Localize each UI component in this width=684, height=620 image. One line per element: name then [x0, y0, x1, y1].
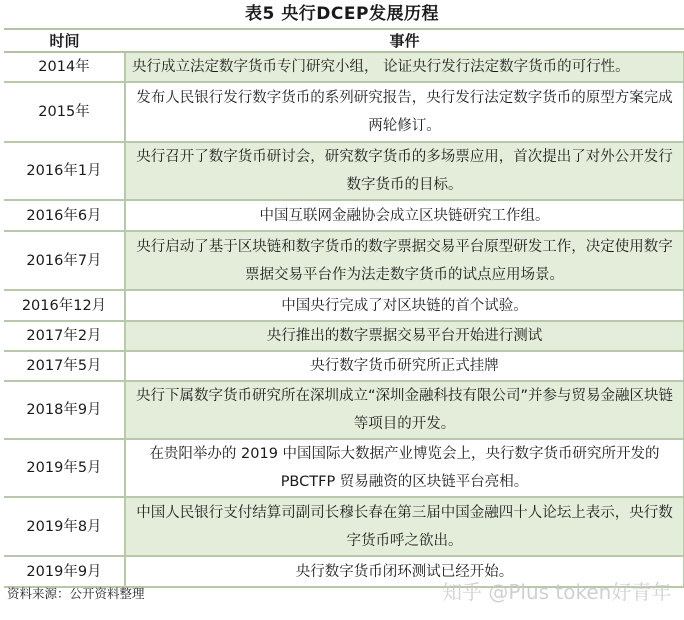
time-cell: 2016年1月	[4, 142, 125, 200]
time-cell: 2019年9月	[4, 556, 125, 587]
table-row	[4, 321, 684, 351]
time-cell: 2014年	[4, 52, 125, 82]
time-cell: 2019年8月	[4, 497, 125, 556]
event-cell: 央行启动了基于区块链和数字货币的数字票据交易平台原型研发工作，决定使用数字票据交易平台作为法走数字货币的试点应用场景。	[125, 231, 684, 290]
time-cell: 2017年2月	[4, 321, 125, 351]
header-row	[4, 29, 684, 52]
table-row	[4, 439, 684, 497]
table-row	[4, 497, 684, 556]
event-cell: 中国人民银行支付结算司副司长穆长春在第三届中国金融四十人论坛上表示，央行数字货币呼之欲出。	[125, 497, 684, 556]
event-cell: 央行召开了数字货币研讨会，研究数字货币的多场票应用，首次提出了对外公开发行数字货币的目标。	[125, 142, 684, 200]
table-row	[4, 290, 684, 321]
event-cell: 央行推出的数字票据交易平台开始进行测试	[125, 321, 684, 351]
header-time: 时间	[4, 29, 125, 52]
time-cell: 2018年9月	[4, 381, 125, 439]
event-cell: 央行成立法定数字货币专门研究小组， 论证央行发行法定数字货币的可行性。	[125, 52, 684, 82]
event-cell: 发布人民银行发行数字货币的系列研究报告，央行发行法定数字货币的原型方案完成两轮修订。	[125, 82, 684, 142]
event-cell: 央行下属数字货币研究所在深圳成立“深圳金融科技有限公司”并参与贸易金融区块链等项目的开发。	[125, 381, 684, 439]
event-cell: 在贵阳举办的 2019 中国国际大数据产业博览会上，央行数字货币研究所开发的 PBCTFP 贸易融资的区块链平台亮相。	[125, 439, 684, 497]
event-cell: 央行数字货币闭环测试已经开始。	[125, 556, 684, 587]
time-cell: 2015年	[4, 82, 125, 142]
table-row	[4, 231, 684, 290]
table-row	[4, 381, 684, 439]
time-cell: 2016年7月	[4, 231, 125, 290]
header-event: 事件	[125, 29, 684, 52]
table-row	[4, 351, 684, 381]
table-title: 表5 央行DCEP发展历程	[245, 4, 439, 24]
watermark: 知乎 @Plus token好青年	[442, 580, 672, 604]
event-cell: 中国央行完成了对区块链的首个试验。	[125, 290, 684, 321]
table-row	[4, 52, 684, 82]
event-cell: 央行数字货币研究所正式挂牌	[125, 351, 684, 381]
time-cell: 2016年12月	[4, 290, 125, 321]
source-note: 资料来源：公开资料整理	[7, 586, 145, 601]
table-row	[4, 200, 684, 231]
table-row	[4, 82, 684, 142]
event-cell: 中国互联网金融协会成立区块链研究工作组。	[125, 200, 684, 231]
dcep-timeline-table	[4, 28, 684, 588]
time-cell: 2017年5月	[4, 351, 125, 381]
table-row	[4, 142, 684, 200]
time-cell: 2019年5月	[4, 439, 125, 497]
time-cell: 2016年6月	[4, 200, 125, 231]
